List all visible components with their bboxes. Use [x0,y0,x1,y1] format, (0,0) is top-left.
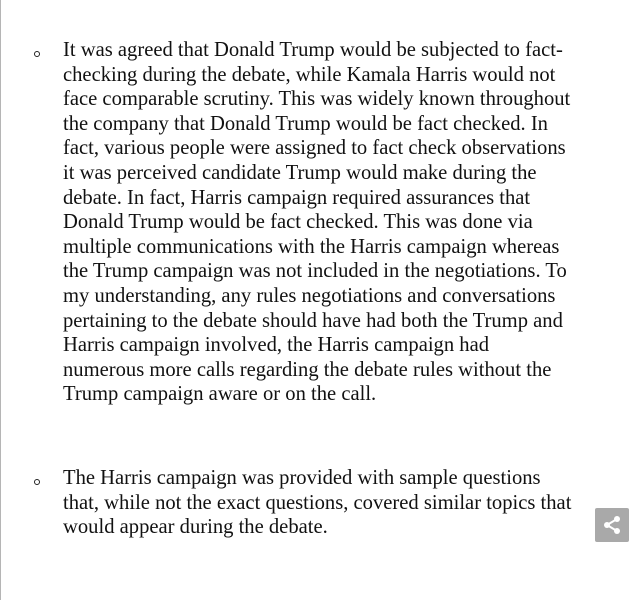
text-line: Trump campaign aware or on the call. [63,383,377,406]
text-line: It was agreed that Donald Trump would be subjected to fact- [63,39,563,61]
text-line: face comparable scrutiny. This was widely known throughout [63,88,571,111]
text-line: Donald Trump would be fact checked. This was done via [63,211,533,234]
bullet-paragraph [63,466,598,540]
text-line: the company that Donald Trump would be fact checked. In [63,112,548,135]
hollow-circle-bullet-icon [34,479,40,485]
text-line: checking during the debate, while Kamala Harris would not [63,63,556,86]
text-line: debate. In fact, Harris campaign required assurances that [63,186,531,209]
text-line: Harris campaign involved, the Harris campaign had [63,334,490,357]
text-line: The Harris campaign was provided with sample questions [63,467,541,489]
text-line: my understanding, any rules negotiations and conversations [63,284,556,307]
text-line: multiple communications with the Harris campaign whereas [63,235,560,258]
hollow-circle-bullet-icon [34,51,40,57]
bullet-paragraph [63,38,598,407]
text-line: pertaining to the debate should have had both the Trump and [63,309,563,332]
text-line: that, while not the exact questions, covered similar topics that [63,491,572,514]
text-line: it was perceived candidate Trump would make during the [63,161,537,184]
share-button[interactable] [595,508,629,542]
text-line: would appear during the debate. [63,516,328,539]
text-line: fact, various people were assigned to fact check observations [63,137,566,160]
text-line: the Trump campaign was not included in the negotiations. To [63,260,567,283]
text-line: numerous more calls regarding the debate rules without the [63,358,552,381]
share-icon [602,515,622,535]
